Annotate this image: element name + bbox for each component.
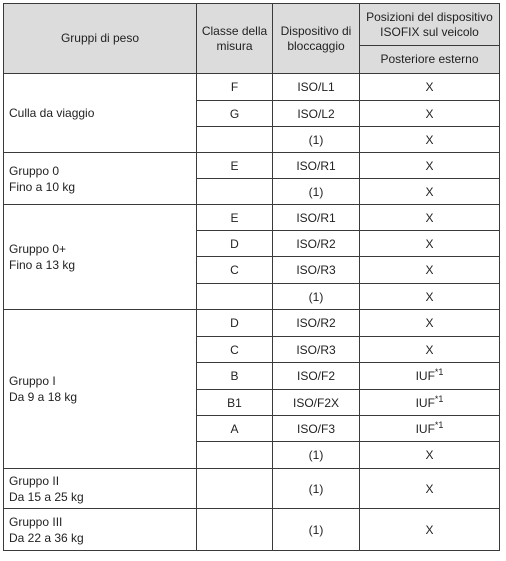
locking-device-cell (273, 153, 360, 179)
locking-device-cell (273, 509, 360, 551)
weight-group-range: Fino a 10 kg (9, 179, 76, 194)
size-class-value: A (230, 421, 239, 436)
size-class-cell (197, 442, 273, 469)
header-rear-outer: Posteriore esterno (360, 46, 500, 74)
locking-device-value: ISO/R3 (296, 263, 336, 277)
rear-outer-value: X (425, 263, 434, 277)
locking-device-cell (273, 310, 360, 337)
weight-group-cell (4, 74, 197, 153)
size-class-cell (197, 284, 273, 310)
locking-device-value: ISO/F2X (292, 395, 339, 410)
rear-outer-cell (360, 442, 500, 469)
size-class-cell (197, 509, 273, 551)
size-class-cell (197, 205, 273, 231)
rear-outer-value: X (425, 289, 434, 304)
rear-outer-value: X (425, 80, 434, 94)
rear-outer-value: IUF (415, 369, 435, 383)
weight-group-range: Fino a 13 kg (9, 258, 76, 272)
table-row (4, 205, 500, 231)
weight-group-cell (4, 509, 197, 551)
size-class-cell (197, 257, 273, 284)
weight-group-cell (4, 310, 197, 469)
rear-outer-cell (360, 337, 500, 363)
size-class-value: D (230, 236, 239, 251)
size-class-cell (197, 469, 273, 509)
footnote-marker: *1 (434, 367, 444, 377)
rear-outer-value: IUF (415, 421, 435, 436)
locking-device-value: (1) (308, 448, 324, 462)
locking-device-value: ISO/R3 (296, 342, 336, 357)
rear-outer-value: X (425, 158, 434, 173)
locking-device-value: ISO/L1 (297, 80, 335, 94)
weight-group-range: Da 9 a 18 kg (9, 390, 78, 404)
isofix-compatibility-table (3, 3, 500, 551)
locking-device-cell (273, 469, 360, 509)
locking-device-cell (273, 231, 360, 257)
rear-outer-cell (360, 101, 500, 127)
size-class-cell (197, 337, 273, 363)
footnote-marker: *1 (434, 419, 444, 430)
size-class-cell (197, 390, 273, 416)
rear-outer-value: X (425, 210, 434, 225)
size-class-value: B (230, 369, 239, 383)
locking-device-cell (273, 284, 360, 310)
locking-device-value: ISO/R2 (296, 236, 336, 251)
rear-outer-cell (360, 231, 500, 257)
header-locking-device: Dispositivo di bloccaggio (273, 4, 360, 74)
size-class-cell (197, 179, 273, 205)
rear-outer-cell (360, 257, 500, 284)
locking-device-cell (273, 257, 360, 284)
size-class-cell (197, 416, 273, 442)
locking-device-cell (273, 390, 360, 416)
locking-device-cell (273, 442, 360, 469)
table-row (4, 74, 500, 101)
rear-outer-value: X (425, 184, 434, 199)
rear-outer-cell (360, 509, 500, 551)
locking-device-value: ISO/F2 (296, 369, 335, 383)
header-weight-groups: Gruppi di peso (4, 4, 197, 74)
weight-group-name: Gruppo I (9, 374, 56, 388)
weight-group-cell (4, 469, 197, 509)
rear-outer-value: X (425, 448, 434, 462)
header-size-class: Classe della misura (197, 4, 273, 74)
rear-outer-value: X (425, 316, 434, 330)
size-class-cell (197, 127, 273, 153)
weight-group-name: Gruppo III (9, 514, 63, 529)
size-class-value: C (230, 342, 239, 357)
locking-device-value: (1) (308, 184, 324, 199)
rear-outer-value: X (425, 481, 434, 496)
locking-device-value: ISO/R2 (296, 316, 336, 330)
size-class-value: E (230, 158, 239, 173)
locking-device-value: (1) (308, 481, 324, 496)
size-class-cell (197, 101, 273, 127)
locking-device-cell (273, 74, 360, 101)
rear-outer-cell (360, 179, 500, 205)
rear-outer-cell (360, 127, 500, 153)
locking-device-cell (273, 363, 360, 390)
rear-outer-cell (360, 416, 500, 442)
size-class-value: F (230, 80, 239, 94)
rear-outer-value: IUF (415, 395, 435, 410)
rear-outer-value: X (425, 132, 434, 147)
size-class-value: E (230, 210, 239, 225)
weight-group-name: Gruppo 0 (9, 163, 60, 178)
locking-device-cell (273, 416, 360, 442)
size-class-value: C (230, 263, 239, 277)
locking-device-value: ISO/R1 (296, 210, 336, 225)
locking-device-value: (1) (308, 522, 324, 537)
locking-device-value: (1) (308, 289, 324, 304)
size-class-cell (197, 74, 273, 101)
rear-outer-cell (360, 310, 500, 337)
rear-outer-value: X (425, 342, 434, 357)
rear-outer-cell (360, 74, 500, 101)
table-row (4, 509, 500, 551)
header-isofix-positions: Posizioni del dispositivo ISOFIX sul veicolo (360, 4, 500, 46)
locking-device-cell (273, 337, 360, 363)
rear-outer-cell (360, 205, 500, 231)
table-row (4, 469, 500, 509)
rear-outer-value: X (425, 236, 434, 251)
locking-device-cell (273, 127, 360, 153)
rear-outer-value: X (425, 522, 434, 537)
rear-outer-value: X (425, 106, 434, 121)
table-row (4, 153, 500, 179)
size-class-value: B1 (227, 395, 242, 410)
rear-outer-cell (360, 284, 500, 310)
weight-group-cell (4, 205, 197, 310)
locking-device-cell (273, 205, 360, 231)
locking-device-value: ISO/F3 (296, 421, 335, 436)
size-class-value: D (230, 316, 239, 330)
weight-group-range: Da 22 a 36 kg (9, 530, 84, 545)
weight-group-range: Da 15 a 25 kg (9, 489, 84, 504)
footnote-marker: *1 (434, 393, 444, 404)
weight-group-name: Gruppo II (9, 473, 60, 488)
locking-device-cell (273, 101, 360, 127)
size-class-cell (197, 153, 273, 179)
locking-device-value: ISO/R1 (296, 158, 336, 173)
size-class-cell (197, 310, 273, 337)
size-class-cell (197, 231, 273, 257)
weight-group-name: Gruppo 0+ (9, 242, 67, 256)
locking-device-value: ISO/L2 (297, 106, 335, 121)
size-class-value: G (229, 106, 240, 121)
table-row (4, 310, 500, 337)
rear-outer-cell (360, 469, 500, 509)
rear-outer-cell (360, 390, 500, 416)
rear-outer-cell (360, 363, 500, 390)
weight-group-cell (4, 153, 197, 205)
rear-outer-cell (360, 153, 500, 179)
locking-device-cell (273, 179, 360, 205)
size-class-cell (197, 363, 273, 390)
locking-device-value: (1) (308, 132, 324, 147)
weight-group-name: Culla da viaggio (9, 106, 95, 120)
